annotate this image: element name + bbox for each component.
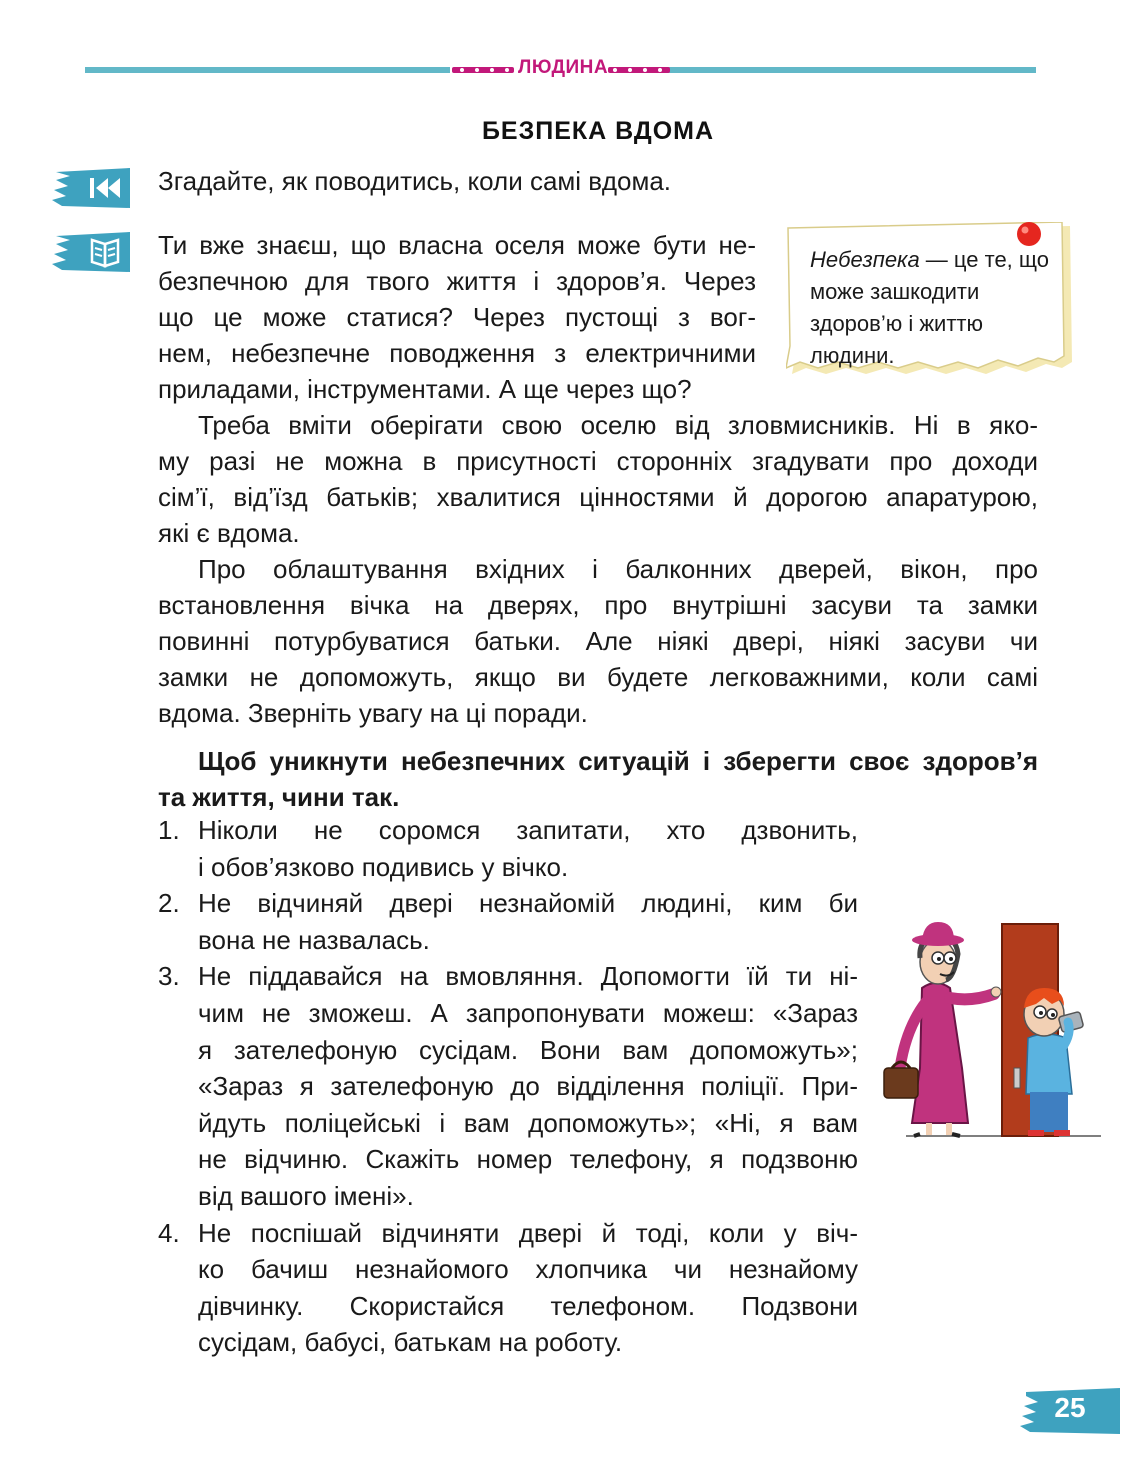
list-line: я зателефоную сусідам. Вони вам допоможуть»; bbox=[198, 1034, 858, 1065]
list-item bbox=[158, 958, 858, 1214]
header-ornament-left bbox=[452, 65, 514, 75]
list-line: і обов’язково подивись у вічко. bbox=[198, 851, 569, 882]
heading-line: Щоб уникнути небезпечних ситуацій і зберегти своє здоров’я bbox=[198, 746, 1038, 776]
list-line: вона не назвалась. bbox=[198, 924, 430, 955]
list-line: «Зараз я зателефоную до відділення поліції. При- bbox=[198, 1071, 858, 1102]
list-line: Не відчиняй двері незнайомій людині, ким би bbox=[198, 888, 858, 919]
rules-list bbox=[158, 812, 858, 1361]
list-number: 1. bbox=[158, 815, 180, 845]
list-line: ко бачиш незнайомого хлопчика чи незнайому bbox=[198, 1254, 858, 1285]
paragraph-line: що це може статися? Через пустощі з вог- bbox=[158, 302, 756, 332]
intro-question: Згадайте, як поводитись, коли самі вдома. bbox=[158, 166, 672, 196]
list-item bbox=[158, 812, 858, 885]
paragraph-line: приладами, інструментами. А ще через що? bbox=[158, 374, 692, 404]
paragraph-line: встановлення вічка на дверях, про внутрішні засуви та замки bbox=[158, 590, 1038, 620]
paragraph-line: безпечною для твого життя і здоров’я. Через bbox=[158, 266, 756, 296]
list-line: йдуть поліцейські і вам допоможуть»; «Ні, я вам bbox=[198, 1107, 858, 1138]
paragraph-line: які є вдома. bbox=[158, 518, 300, 548]
paragraph-line: сім’ї, від’їзд батьків; хвалитися цінностями й дорогою апаратурою, bbox=[158, 482, 1038, 512]
paragraph-line: повинні потурбуватися батьки. Але ніякі двері, ніякі засуви чи bbox=[158, 626, 1038, 656]
paragraph-line: замки не допоможуть, якщо ви будете легковажними, коли самі bbox=[158, 662, 1038, 692]
definition-text bbox=[810, 244, 1050, 372]
open-book-icon bbox=[52, 230, 130, 274]
rewind-icon bbox=[52, 166, 130, 210]
paragraph-line: Ти вже знаєш, що власна оселя може бути не- bbox=[158, 230, 756, 260]
page-title: БЕЗПЕКА ВДОМА bbox=[481, 117, 715, 145]
list-number: 3. bbox=[158, 961, 180, 992]
paragraph-protect bbox=[158, 407, 1038, 551]
header-line-right bbox=[668, 67, 1036, 73]
definition-term: Небезпека bbox=[810, 247, 920, 272]
definition-body: — це те, що може зашкодити здоров’ю і життю людини. bbox=[810, 247, 1049, 368]
paragraph-line: му разі не можна в присутності сторонніх згадувати про доходи bbox=[158, 446, 1038, 476]
paragraph-line: вдома. Зверніть увагу на ці поради. bbox=[158, 698, 588, 728]
list-line: не відчиню. Скажіть номер телефону, я подзвоню bbox=[198, 1144, 858, 1175]
paragraph-doors bbox=[158, 551, 1038, 731]
rules-heading bbox=[158, 743, 1038, 815]
list-line: сусідам, бабусі, батькам на роботу. bbox=[198, 1327, 623, 1358]
header-ornament-right bbox=[608, 65, 670, 75]
list-line: Не піддавайся на вмовляння. Допомогти їй ти ні- bbox=[198, 961, 858, 992]
stranger-at-door-illustration bbox=[876, 918, 1106, 1142]
list-line: чим не зможеш. А запропонувати можеш: «Зараз bbox=[198, 997, 858, 1028]
heading-line: та життя, чини так. bbox=[158, 782, 400, 812]
list-line: дівчинку. Скористайся телефоном. Подзвони bbox=[198, 1290, 858, 1321]
list-item bbox=[158, 1215, 858, 1361]
list-number: 4. bbox=[158, 1217, 180, 1248]
list-line: Не поспішай відчиняти двері й тоді, коли у віч- bbox=[198, 1217, 858, 1248]
paragraph-line: нем, небезпечне поводження з електричними bbox=[158, 338, 756, 368]
list-item bbox=[158, 885, 858, 958]
paragraph-line: Про облаштування вхідних і балконних дверей, вікон, про bbox=[198, 554, 1038, 584]
paragraph-intro bbox=[158, 227, 756, 407]
list-line: Ніколи не соромся запитати, хто дзвонить, bbox=[198, 815, 858, 845]
section-title: ЛЮДИНА bbox=[518, 57, 609, 78]
header-line-left bbox=[85, 67, 450, 73]
list-number: 2. bbox=[158, 888, 180, 919]
page-number: 25 bbox=[1054, 1392, 1086, 1423]
paragraph-line: Треба вміти оберігати свою оселю від зловмисників. Ні в яко- bbox=[198, 410, 1038, 440]
list-line: від вашого імені». bbox=[198, 1180, 414, 1211]
